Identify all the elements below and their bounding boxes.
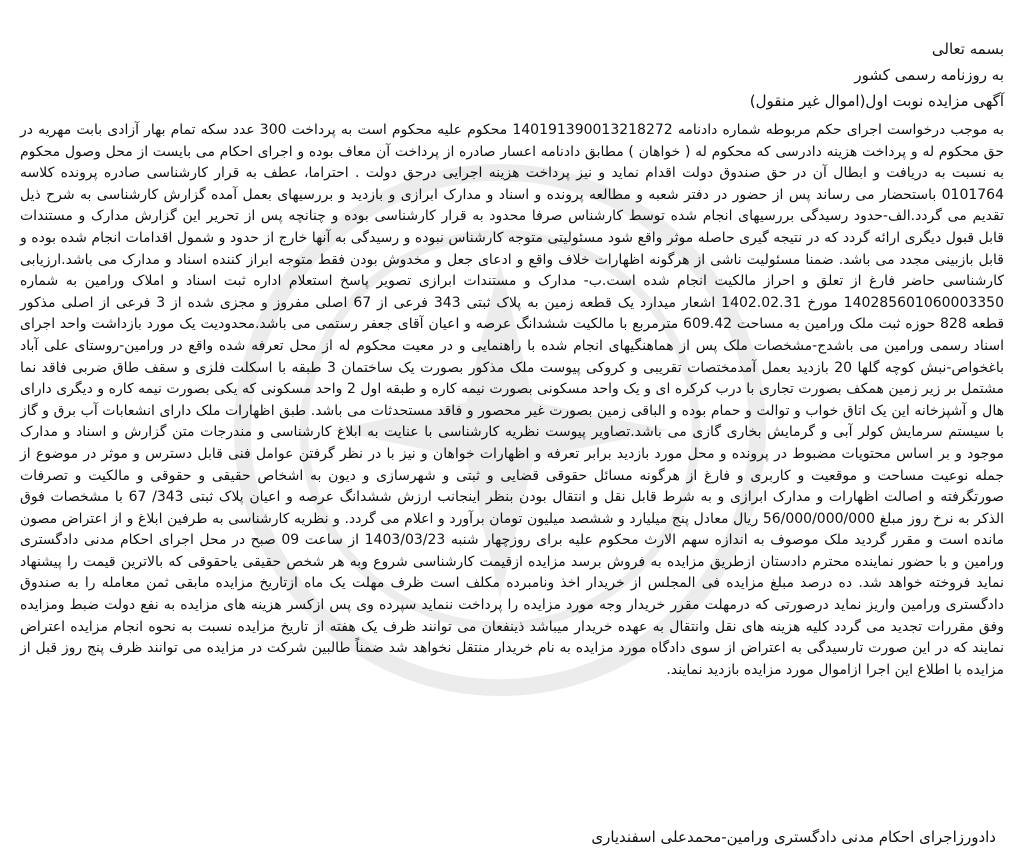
- notice-body-text: به موجب درخواست اجرای حکم مربوطه شماره دادنامه 140191390013218272 محکوم علیه محکوم است به پرداخت 300 عدد سکه تمام بهار آزادی بابت مهریه در حق محکوم له و پرداخت هزینه دادرسی که محکوم له ( خواهان ) مطابق دادنامه اعسار صادره از پرداخت آن معاف بوده و اجرای احکام می بایست از محل وصول محکوم به نسبت به دریافت و ابطال آن در حق صندوق دولت اقدام نماید و نیز پرداخت هزینه اجرایی درحق دولت . احتراما، عطف به قرار کارشناسی صادره پرونده کلاسه 0101764 باستحضار می رساند پس از حضور در دفتر شعبه و مطالعه پرونده و اسناد و مدارک ابرازی و بازدید و بررسیهای بعمل آمده گزارش کارشناسی به شرح ذیل تقدیم می گردد.الف-حدود رسیدگی بررسیهای انجام شده توسط کارشناس صرفا محدود به قرار کارشناسی بوده و چنانچه پس از تحریر این گزارش مدارک و مستندات قابل قبول دیگری ارائه گردد که در نتیجه گیری حاصله موثر واقع شود مسئولیتی متوجه کارشناس نبوده و رسیدگی به آنها خارج از حدود و شمول اقدامات انجام شده بوده و قابل بازبینی مجدد می باشد. ضمنا مسئولیت ناشی از هرگونه اظهارات خلاف واقع و ادعای جعل و مخدوش بودن فقط متوجه ابراز کننده اسناد و مدارک می باشد.ارزیابی کارشناسی حاضر فارغ از تعلق و احراز مالکیت انجام شده است.ب- مدارک و مستندات ابرازی تصویر پاسخ استعلام اداره ثبت اسناد و املاک ورامین به شماره 140285601060003350 مورخ 1402.02.31 اشعار میدارد یک قطعه زمین به پلاک ثبتی 343 فرعی از 67 اصلی مفروز و مجزی شده از 3 فرعی از اصلی مذکور قطعه 828 حوزه ثبت ملک ورامین به مساحت 609.42 مترمربع با مالکیت ششدانگ عرصه و اعیان آقای جعفر رستمی می باشد.محدودیت یک مورد بازداشت واحد اجرای اسناد رسمی ورامین می باشدج-مشخصات ملک پس از هماهنگیهای انجام شده با راهنمایی و در معیت محکوم له از محل تعرفه شده واقع در ورامین-روستای علی آباد باغخواص-نبش کوچه گلها 20 بازدید بعمل آمدمختصات تقریبی و کروکی پیوست ملک مذکور بصورت یک ساختمان 3 طبقه با اسکلت فلزی و سقف طاق ضربی فاقد نما مشتمل بر زیر زمین همکف بصورت تجاری با درب کرکره ای و یک واحد مسکونی بصورت نیمه کاره و طبقه اول 2 واحد مسکونی که یکی بصورت نیمه کاره و دیگری دارای هال و آشپزخانه این یک اتاق خواب و توالت و حمام بوده و الباقی زمین بصورت غیر محصور و فاقد مستحدثات می باشد. طبق اظهارات ملک دارای انشعابات آب برق و گاز با سیستم سرمایش کولر آبی و گرمایش بخاری گازی می باشد.تصاویر پیوست نظریه کارشناسی با عنایت به ابلاغ کارشناسی و مندرجات متن گزارش و اسناد و مدارک موجود و بر اساس محتویات مضبوط در پرونده و محل مورد بازدید برابر تعرفه و اظهارات خواهان و نیز با در نظر گرفتن عوامل فنی قابل دسترس و موثر در موضوع از جمله نوعیت مساحت و موقعیت و کاربری و فارغ از هرگونه مسائل حقوقی قضایی و ثبتی و شهرسازی و دیون به اشخاص حقیقی و حقوقی و مالکیت و تصرفات صورتگرفته و اصالت اظهارات و مدارک ابرازی و به شرط قابل نقل و انتقال بودن بنظر اینجانب ارزش ششدانگ عرصه و اعیان پلاک ثبتی 343/ 67 با مشخصات فوق الذکر به نرخ روز مبلغ 56/000/000/000 ریال معادل پنج میلیارد و ششصد میلیون تومان برآورد و اعلام می گردد. و نظریه کارشناسی به طرفین ابلاغ و از اعتراض مصون مانده است و مقرر گردید ملک موصوف به اندازه سهم الارث محکوم علیه برای روزچهار شنبه 1403/03/23 از ساعت 09 صبح در محل اجرای احکام مدنی دادگستری ورامین و با حضور نماینده محترم دادستان ازطریق مزایده به فروش برسد مزایده ازقیمت کارشناسی شروع وبه هر شخص حقیقی یاحقوقی که بالاترین قیمت را پیشنهاد نماید فروخته خواهد شد. ده درصد مبلغ مزایده فی المجلس از خریدار اخذ ونامبرده مکلف است ظرف مهلت یک ماه ازتاریخ مزایده مابقی ثمن معامله را به صندوق دادگستری ورامین واریز نماید درصورتی که درمهلت مقرر خریدار وجه مورد مزایده را پرداخت ننماید سپرده وی پس ازکسر هزینه های مزایده به نفع دولت ضبط ومزایده وفق مقررات تجدید می گردد کلیه هزینه های نقل وانتقال به عهده خریدار میباشد ذینفعان می توانند ظرف یک هفته از تاریخ مزایده نسبت به نحوه انجام مزایده اعتراض نمایند که در این صورت تارسیدگی به اعتراض از سوی دادگاه مورد مزایده به نام خریدار منتقل نخواهد شد ضمناً طالبین شرکت در مزایده می توانند ظرف پنج روز قبل از مزایده با اطلاع این اجرا ازاموال مورد مزایده بازدید نمایند.: [20, 122, 1005, 678]
- signature-line: دادورزاجرای احکام مدنی دادگستری ورامین-محمدعلی اسفندیاری: [591, 828, 996, 846]
- recipient-line: به روزنامه رسمی کشور: [854, 66, 1004, 84]
- notice-title: آگهی مزایده نوبت اول(اموال غیر منقول): [749, 92, 1004, 110]
- basmala-heading: بسمه تعالی: [931, 40, 1004, 58]
